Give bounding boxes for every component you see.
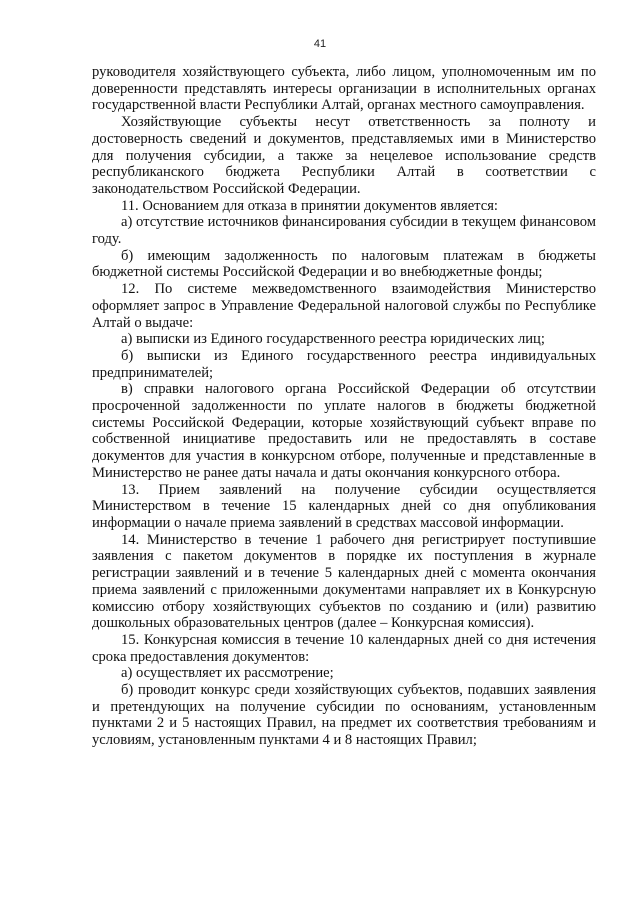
paragraph: в) справки налогового органа Российской Федерации об отсутствии просроченной задолженности по уплате налогов в бюджеты бюджетной системы Российской Федерации, которые хозяйствующий субъект вправе по собственной инициативе предоставить или не предоставлять в составе документов для участия в конкурсном отборе, полученные и представленные в Министерство не ранее даты начала и даты окончания конкурсного отбора.	[92, 381, 596, 481]
paragraph: руководителя хозяйствующего субъекта, либо лицом, уполномоченным им по доверенности представлять интересы организации в исполнительных органах государственной власти Республики Алтай, органах местного самоуправления.	[92, 64, 596, 114]
document-body	[92, 64, 596, 749]
paragraph: 11. Основанием для отказа в принятии документов является:	[121, 197, 498, 214]
paragraph: а) отсутствие источников финансирования субсидии в текущем финансовом году.	[92, 214, 596, 248]
paragraph: б) выписки из Единого государственного реестра индивидуальных предпринимателей;	[92, 347, 596, 381]
paragraph: 12. По системе межведомственного взаимодействия Министерство оформляет запрос в Управление Федеральной налоговой службы по Республике Алтай о выдаче:	[92, 281, 596, 331]
paragraph: Хозяйствующие субъекты несут ответственность за полноту и достоверность сведений и документов, представляемых ими в Министерство для получения субсидии, а также за нецелевое использование средств республиканского бюджета Республики Алтай в соответствии с законодательством Российской Федерации.	[92, 114, 596, 197]
paragraph: б) проводит конкурс среди хозяйствующих субъектов, подавших заявления и претендующих на получение субсидии по основаниям, установленным пунктами 2 и 5 настоящих Правил, на предмет их соответствия требованиям и условиям, установленным пунктами 4 и 8 настоящих Правил;	[92, 682, 596, 749]
paragraph: а) осуществляет их рассмотрение;	[121, 665, 334, 682]
paragraph: 13. Прием заявлений на получение субсидии осуществляется Министерством в течение 15 календарных дней со дня опубликования информации о начале приема заявлений в средствах массовой информации.	[92, 481, 596, 531]
paragraph: а) выписки из Единого государственного реестра юридических лиц;	[121, 331, 545, 348]
page-number: 41	[313, 38, 327, 50]
paragraph: 15. Конкурсная комиссия в течение 10 календарных дней со дня истечения срока предоставления документов:	[92, 631, 596, 665]
paragraph: 14. Министерство в течение 1 рабочего дня регистрирует поступившие заявления с пакетом документов в порядке их поступления в журнале регистрации заявлений и в течение 5 календарных дней с момента окончания приема заявлений с приложенными документами направляет их в Конкурсную комиссию отбору хозяйствующих субъектов по созданию и (или) развитию дошкольных образовательных центров (далее – Конкурсная комиссия).	[92, 531, 596, 632]
paragraph: б) имеющим задолженность по налоговым платежам в бюджеты бюджетной системы Российской Федерации и во внебюджетные фонды;	[92, 247, 596, 281]
